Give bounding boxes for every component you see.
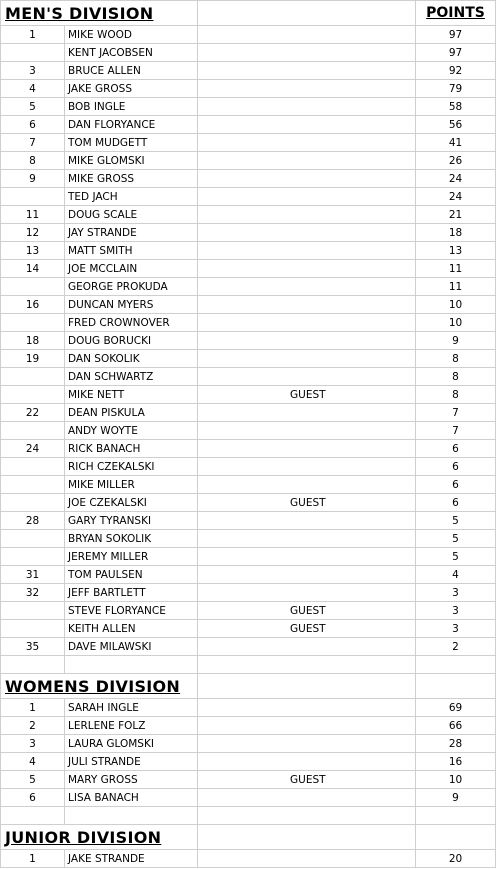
points-cell: 11 [416, 260, 496, 278]
guest-note-cell: GUEST [198, 602, 416, 620]
standings-row [1, 332, 496, 350]
points-cell: 8 [416, 350, 496, 368]
standings-row [1, 44, 496, 62]
rank-cell: 1 [1, 850, 65, 868]
guest-note-cell [198, 530, 416, 548]
rank-cell [1, 314, 65, 332]
points-cell: 24 [416, 188, 496, 206]
guest-note-cell [198, 548, 416, 566]
standings-row [1, 206, 496, 224]
guest-note-cell [198, 458, 416, 476]
guest-note-cell [198, 98, 416, 116]
player-name-cell: JOE MCCLAIN [65, 260, 198, 278]
rank-cell: 16 [1, 296, 65, 314]
standings-row [1, 278, 496, 296]
player-name-cell: DUNCAN MYERS [65, 296, 198, 314]
player-name-cell: DAN FLORYANCE [65, 116, 198, 134]
empty-cell [198, 807, 416, 825]
points-cell: 10 [416, 771, 496, 789]
guest-note-cell [198, 224, 416, 242]
rank-cell: 2 [1, 717, 65, 735]
points-cell: 11 [416, 278, 496, 296]
points-cell: 5 [416, 548, 496, 566]
points-header [416, 825, 496, 850]
points-cell: 24 [416, 170, 496, 188]
standings-row [1, 476, 496, 494]
points-cell: 6 [416, 440, 496, 458]
empty-cell [416, 807, 496, 825]
standings-row [1, 440, 496, 458]
standings-row [1, 584, 496, 602]
standings-row [1, 350, 496, 368]
standings-row [1, 512, 496, 530]
standings-row [1, 26, 496, 44]
player-name-cell: DAVE MILAWSKI [65, 638, 198, 656]
standings-row [1, 404, 496, 422]
guest-note-cell [198, 850, 416, 868]
player-name-cell: JOE CZEKALSKI [65, 494, 198, 512]
points-cell: 97 [416, 26, 496, 44]
points-cell: 6 [416, 458, 496, 476]
player-name-cell: DAN SOKOLIK [65, 350, 198, 368]
points-cell: 3 [416, 620, 496, 638]
points-cell: 3 [416, 602, 496, 620]
player-name-cell: TOM PAULSEN [65, 566, 198, 584]
rank-cell: 35 [1, 638, 65, 656]
player-name-cell: TED JACH [65, 188, 198, 206]
division-title: WOMENS DIVISION [1, 674, 198, 699]
player-name-cell: LISA BANACH [65, 789, 198, 807]
guest-note-cell [198, 80, 416, 98]
standings-row [1, 548, 496, 566]
rank-cell: 11 [1, 206, 65, 224]
standings-row [1, 422, 496, 440]
rank-cell: 18 [1, 332, 65, 350]
rank-cell: 6 [1, 789, 65, 807]
points-cell: 8 [416, 368, 496, 386]
points-cell: 66 [416, 717, 496, 735]
points-cell: 69 [416, 699, 496, 717]
standings-row [1, 98, 496, 116]
rank-cell: 7 [1, 134, 65, 152]
standings-row [1, 188, 496, 206]
player-name-cell: MIKE WOOD [65, 26, 198, 44]
rank-cell: 1 [1, 26, 65, 44]
guest-note-cell [198, 134, 416, 152]
points-cell: 5 [416, 512, 496, 530]
guest-note-cell [198, 512, 416, 530]
player-name-cell: JEFF BARTLETT [65, 584, 198, 602]
guest-note-cell [198, 735, 416, 753]
guest-note-cell [198, 152, 416, 170]
player-name-cell: BRUCE ALLEN [65, 62, 198, 80]
guest-note-cell [198, 170, 416, 188]
points-cell: 97 [416, 44, 496, 62]
division-title: JUNIOR DIVISION [1, 825, 198, 850]
division-header-row [1, 674, 496, 699]
rank-cell: 5 [1, 98, 65, 116]
guest-note-cell [198, 404, 416, 422]
empty-cell [416, 656, 496, 674]
rank-cell: 28 [1, 512, 65, 530]
player-name-cell: ANDY WOYTE [65, 422, 198, 440]
standings-row [1, 638, 496, 656]
standings-row [1, 116, 496, 134]
rank-cell: 31 [1, 566, 65, 584]
player-name-cell: STEVE FLORYANCE [65, 602, 198, 620]
rank-cell [1, 458, 65, 476]
points-cell: 13 [416, 242, 496, 260]
player-name-cell: JEREMY MILLER [65, 548, 198, 566]
points-cell: 7 [416, 404, 496, 422]
spacer-row [1, 807, 496, 825]
rank-cell: 12 [1, 224, 65, 242]
points-cell: 18 [416, 224, 496, 242]
empty-cell [1, 656, 65, 674]
rank-cell [1, 368, 65, 386]
rank-cell: 14 [1, 260, 65, 278]
guest-note-cell [198, 332, 416, 350]
rank-cell: 1 [1, 699, 65, 717]
rank-cell [1, 530, 65, 548]
empty-cell [198, 1, 416, 26]
guest-note-cell [198, 62, 416, 80]
guest-note-cell [198, 368, 416, 386]
standings-row [1, 566, 496, 584]
player-name-cell: SARAH INGLE [65, 699, 198, 717]
guest-note-cell [198, 350, 416, 368]
standings-row [1, 368, 496, 386]
points-cell: 26 [416, 152, 496, 170]
guest-note-cell: GUEST [198, 386, 416, 404]
standings-row [1, 717, 496, 735]
standings-row [1, 530, 496, 548]
guest-note-cell [198, 717, 416, 735]
empty-cell [65, 656, 198, 674]
rank-cell [1, 44, 65, 62]
player-name-cell: RICK BANACH [65, 440, 198, 458]
rank-cell: 32 [1, 584, 65, 602]
guest-note-cell [198, 440, 416, 458]
rank-cell [1, 278, 65, 296]
standings-row [1, 771, 496, 789]
rank-cell: 6 [1, 116, 65, 134]
player-name-cell: BRYAN SOKOLIK [65, 530, 198, 548]
player-name-cell: MIKE NETT [65, 386, 198, 404]
player-name-cell: LAURA GLOMSKI [65, 735, 198, 753]
rank-cell: 3 [1, 62, 65, 80]
guest-note-cell [198, 314, 416, 332]
points-cell: 41 [416, 134, 496, 152]
guest-note-cell [198, 638, 416, 656]
player-name-cell: KENT JACOBSEN [65, 44, 198, 62]
player-name-cell: JAKE GROSS [65, 80, 198, 98]
player-name-cell: KEITH ALLEN [65, 620, 198, 638]
rank-cell [1, 422, 65, 440]
points-cell: 56 [416, 116, 496, 134]
player-name-cell: MATT SMITH [65, 242, 198, 260]
empty-cell [198, 825, 416, 850]
guest-note-cell [198, 789, 416, 807]
standings-row [1, 850, 496, 868]
player-name-cell: GARY TYRANSKI [65, 512, 198, 530]
player-name-cell: DOUG BORUCKI [65, 332, 198, 350]
standings-row [1, 386, 496, 404]
guest-note-cell [198, 753, 416, 771]
points-cell: 58 [416, 98, 496, 116]
guest-note-cell [198, 116, 416, 134]
rank-cell [1, 602, 65, 620]
guest-note-cell [198, 206, 416, 224]
points-cell: 10 [416, 314, 496, 332]
rank-cell: 4 [1, 80, 65, 98]
rank-cell: 3 [1, 735, 65, 753]
guest-note-cell: GUEST [198, 620, 416, 638]
guest-note-cell [198, 699, 416, 717]
player-name-cell: MARY GROSS [65, 771, 198, 789]
player-name-cell: GEORGE PROKUDA [65, 278, 198, 296]
guest-note-cell [198, 476, 416, 494]
player-name-cell: TOM MUDGETT [65, 134, 198, 152]
standings-row [1, 602, 496, 620]
standings-row [1, 62, 496, 80]
points-cell: 6 [416, 476, 496, 494]
rank-cell: 4 [1, 753, 65, 771]
points-cell: 20 [416, 850, 496, 868]
points-cell: 28 [416, 735, 496, 753]
player-name-cell: MIKE MILLER [65, 476, 198, 494]
player-name-cell: BOB INGLE [65, 98, 198, 116]
guest-note-cell [198, 584, 416, 602]
guest-note-cell [198, 242, 416, 260]
player-name-cell: DOUG SCALE [65, 206, 198, 224]
standings-row [1, 170, 496, 188]
rank-cell [1, 494, 65, 512]
guest-note-cell [198, 566, 416, 584]
guest-note-cell: GUEST [198, 494, 416, 512]
empty-cell [198, 674, 416, 699]
points-cell: 8 [416, 386, 496, 404]
spacer-row [1, 656, 496, 674]
standings-row [1, 80, 496, 98]
points-cell: 16 [416, 753, 496, 771]
division-header-row [1, 1, 496, 26]
guest-note-cell [198, 278, 416, 296]
standings-row [1, 224, 496, 242]
rank-cell [1, 188, 65, 206]
player-name-cell: LERLENE FOLZ [65, 717, 198, 735]
rank-cell [1, 386, 65, 404]
guest-note-cell [198, 296, 416, 314]
rank-cell [1, 620, 65, 638]
standings-row [1, 260, 496, 278]
empty-cell [65, 807, 198, 825]
player-name-cell: MIKE GROSS [65, 170, 198, 188]
player-name-cell: DAN SCHWARTZ [65, 368, 198, 386]
standings-row [1, 753, 496, 771]
points-cell: 10 [416, 296, 496, 314]
standings-row [1, 789, 496, 807]
player-name-cell: JULI STRANDE [65, 753, 198, 771]
player-name-cell: JAY STRANDE [65, 224, 198, 242]
standings-row [1, 134, 496, 152]
points-cell: 3 [416, 584, 496, 602]
rank-cell: 9 [1, 170, 65, 188]
empty-cell [1, 807, 65, 825]
empty-cell [198, 656, 416, 674]
standings-row [1, 242, 496, 260]
rank-cell [1, 476, 65, 494]
points-cell: 2 [416, 638, 496, 656]
standings-row [1, 152, 496, 170]
division-title: MEN'S DIVISION [1, 1, 198, 26]
points-cell: 79 [416, 80, 496, 98]
points-cell: 9 [416, 789, 496, 807]
rank-cell: 19 [1, 350, 65, 368]
standings-row [1, 296, 496, 314]
standings-body [1, 1, 496, 868]
rank-cell: 5 [1, 771, 65, 789]
standings-row [1, 699, 496, 717]
guest-note-cell: GUEST [198, 771, 416, 789]
rank-cell: 22 [1, 404, 65, 422]
rank-cell: 13 [1, 242, 65, 260]
standings-row [1, 314, 496, 332]
standings-row [1, 494, 496, 512]
standings-row [1, 620, 496, 638]
player-name-cell: DEAN PISKULA [65, 404, 198, 422]
standings-row [1, 735, 496, 753]
points-header: POINTS [416, 1, 496, 26]
points-cell: 5 [416, 530, 496, 548]
guest-note-cell [198, 188, 416, 206]
points-cell: 4 [416, 566, 496, 584]
points-cell: 21 [416, 206, 496, 224]
points-cell: 9 [416, 332, 496, 350]
rank-cell: 24 [1, 440, 65, 458]
player-name-cell: JAKE STRANDE [65, 850, 198, 868]
points-header [416, 674, 496, 699]
guest-note-cell [198, 26, 416, 44]
guest-note-cell [198, 44, 416, 62]
rank-cell: 8 [1, 152, 65, 170]
guest-note-cell [198, 422, 416, 440]
player-name-cell: MIKE GLOMSKI [65, 152, 198, 170]
division-header-row [1, 825, 496, 850]
rank-cell [1, 548, 65, 566]
player-name-cell: RICH CZEKALSKI [65, 458, 198, 476]
guest-note-cell [198, 260, 416, 278]
player-name-cell: FRED CROWNOVER [65, 314, 198, 332]
points-cell: 92 [416, 62, 496, 80]
standings-row [1, 458, 496, 476]
points-cell: 7 [416, 422, 496, 440]
points-cell: 6 [416, 494, 496, 512]
